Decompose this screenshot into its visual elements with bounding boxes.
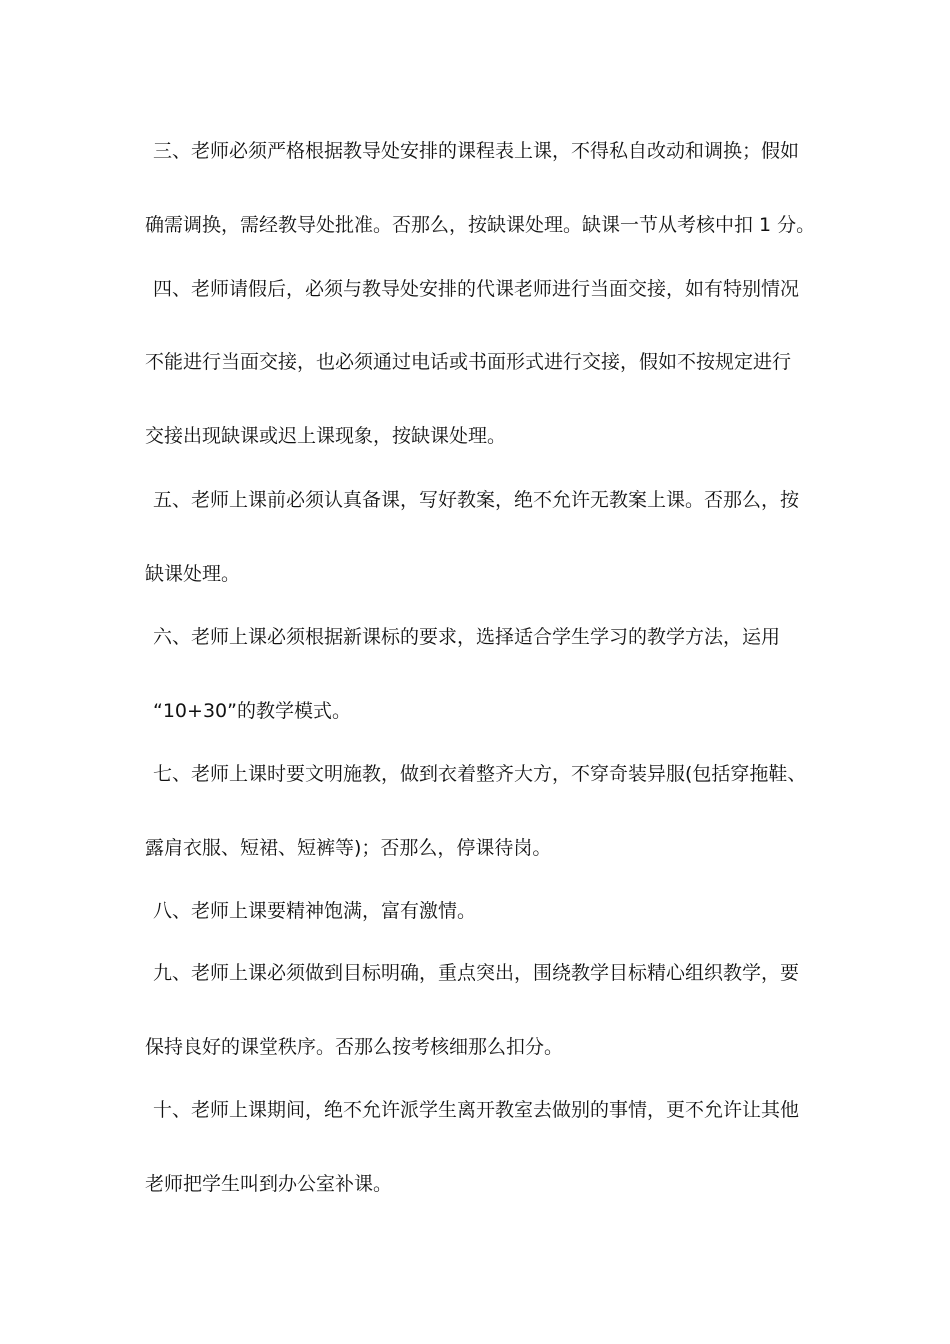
rule-4-line-2: 不能进行当面交接，也必须通过电话或书面形式进行交接，假如不按规定进行 (145, 351, 792, 373)
rule-7-line-2: 露肩衣服、短裙、短裤等)；否那么，停课待岗。 (145, 837, 552, 859)
rule-6-line-2: “10+30”的教学模式。 (153, 700, 351, 722)
rule-7-line-1: 七、老师上课时要文明施教，做到衣着整齐大方，不穿奇装异服(包括穿拖鞋、 (153, 763, 807, 785)
rule-4-line-3: 交接出现缺课或迟上课现象，按缺课处理。 (145, 425, 507, 447)
rule-5-line-2: 缺课处理。 (145, 563, 241, 585)
rule-9-line-2: 保持良好的课堂秩序。否那么按考核细那么扣分。 (145, 1036, 564, 1058)
rule-10-line-1: 十、老师上课期间，绝不允许派学生离开教室去做别的事情，更不允许让其他 (153, 1099, 800, 1121)
rule-10-line-2: 老师把学生叫到办公室补课。 (145, 1173, 393, 1195)
rule-6-line-1: 六、老师上课必须根据新课标的要求，选择适合学生学习的教学方法，运用 (153, 626, 781, 648)
rule-9-line-1: 九、老师上课必须做到目标明确，重点突出，围绕教学目标精心组织教学，要 (153, 962, 800, 984)
rule-8-line-1: 八、老师上课要精神饱满，富有激情。 (153, 900, 477, 922)
rule-3-line-2: 确需调换，需经教导处批准。否那么，按缺课处理。缺课一节从考核中扣 1 分。 (145, 214, 816, 236)
rule-5-line-1: 五、老师上课前必须认真备课，写好教案，绝不允许无教案上课。否那么，按 (153, 489, 800, 511)
rule-4-line-1: 四、老师请假后，必须与教导处安排的代课老师进行当面交接，如有特别情况 (153, 278, 800, 300)
rule-3-line-1: 三、老师必须严格根据教导处安排的课程表上课，不得私自改动和调换；假如 (153, 140, 800, 162)
